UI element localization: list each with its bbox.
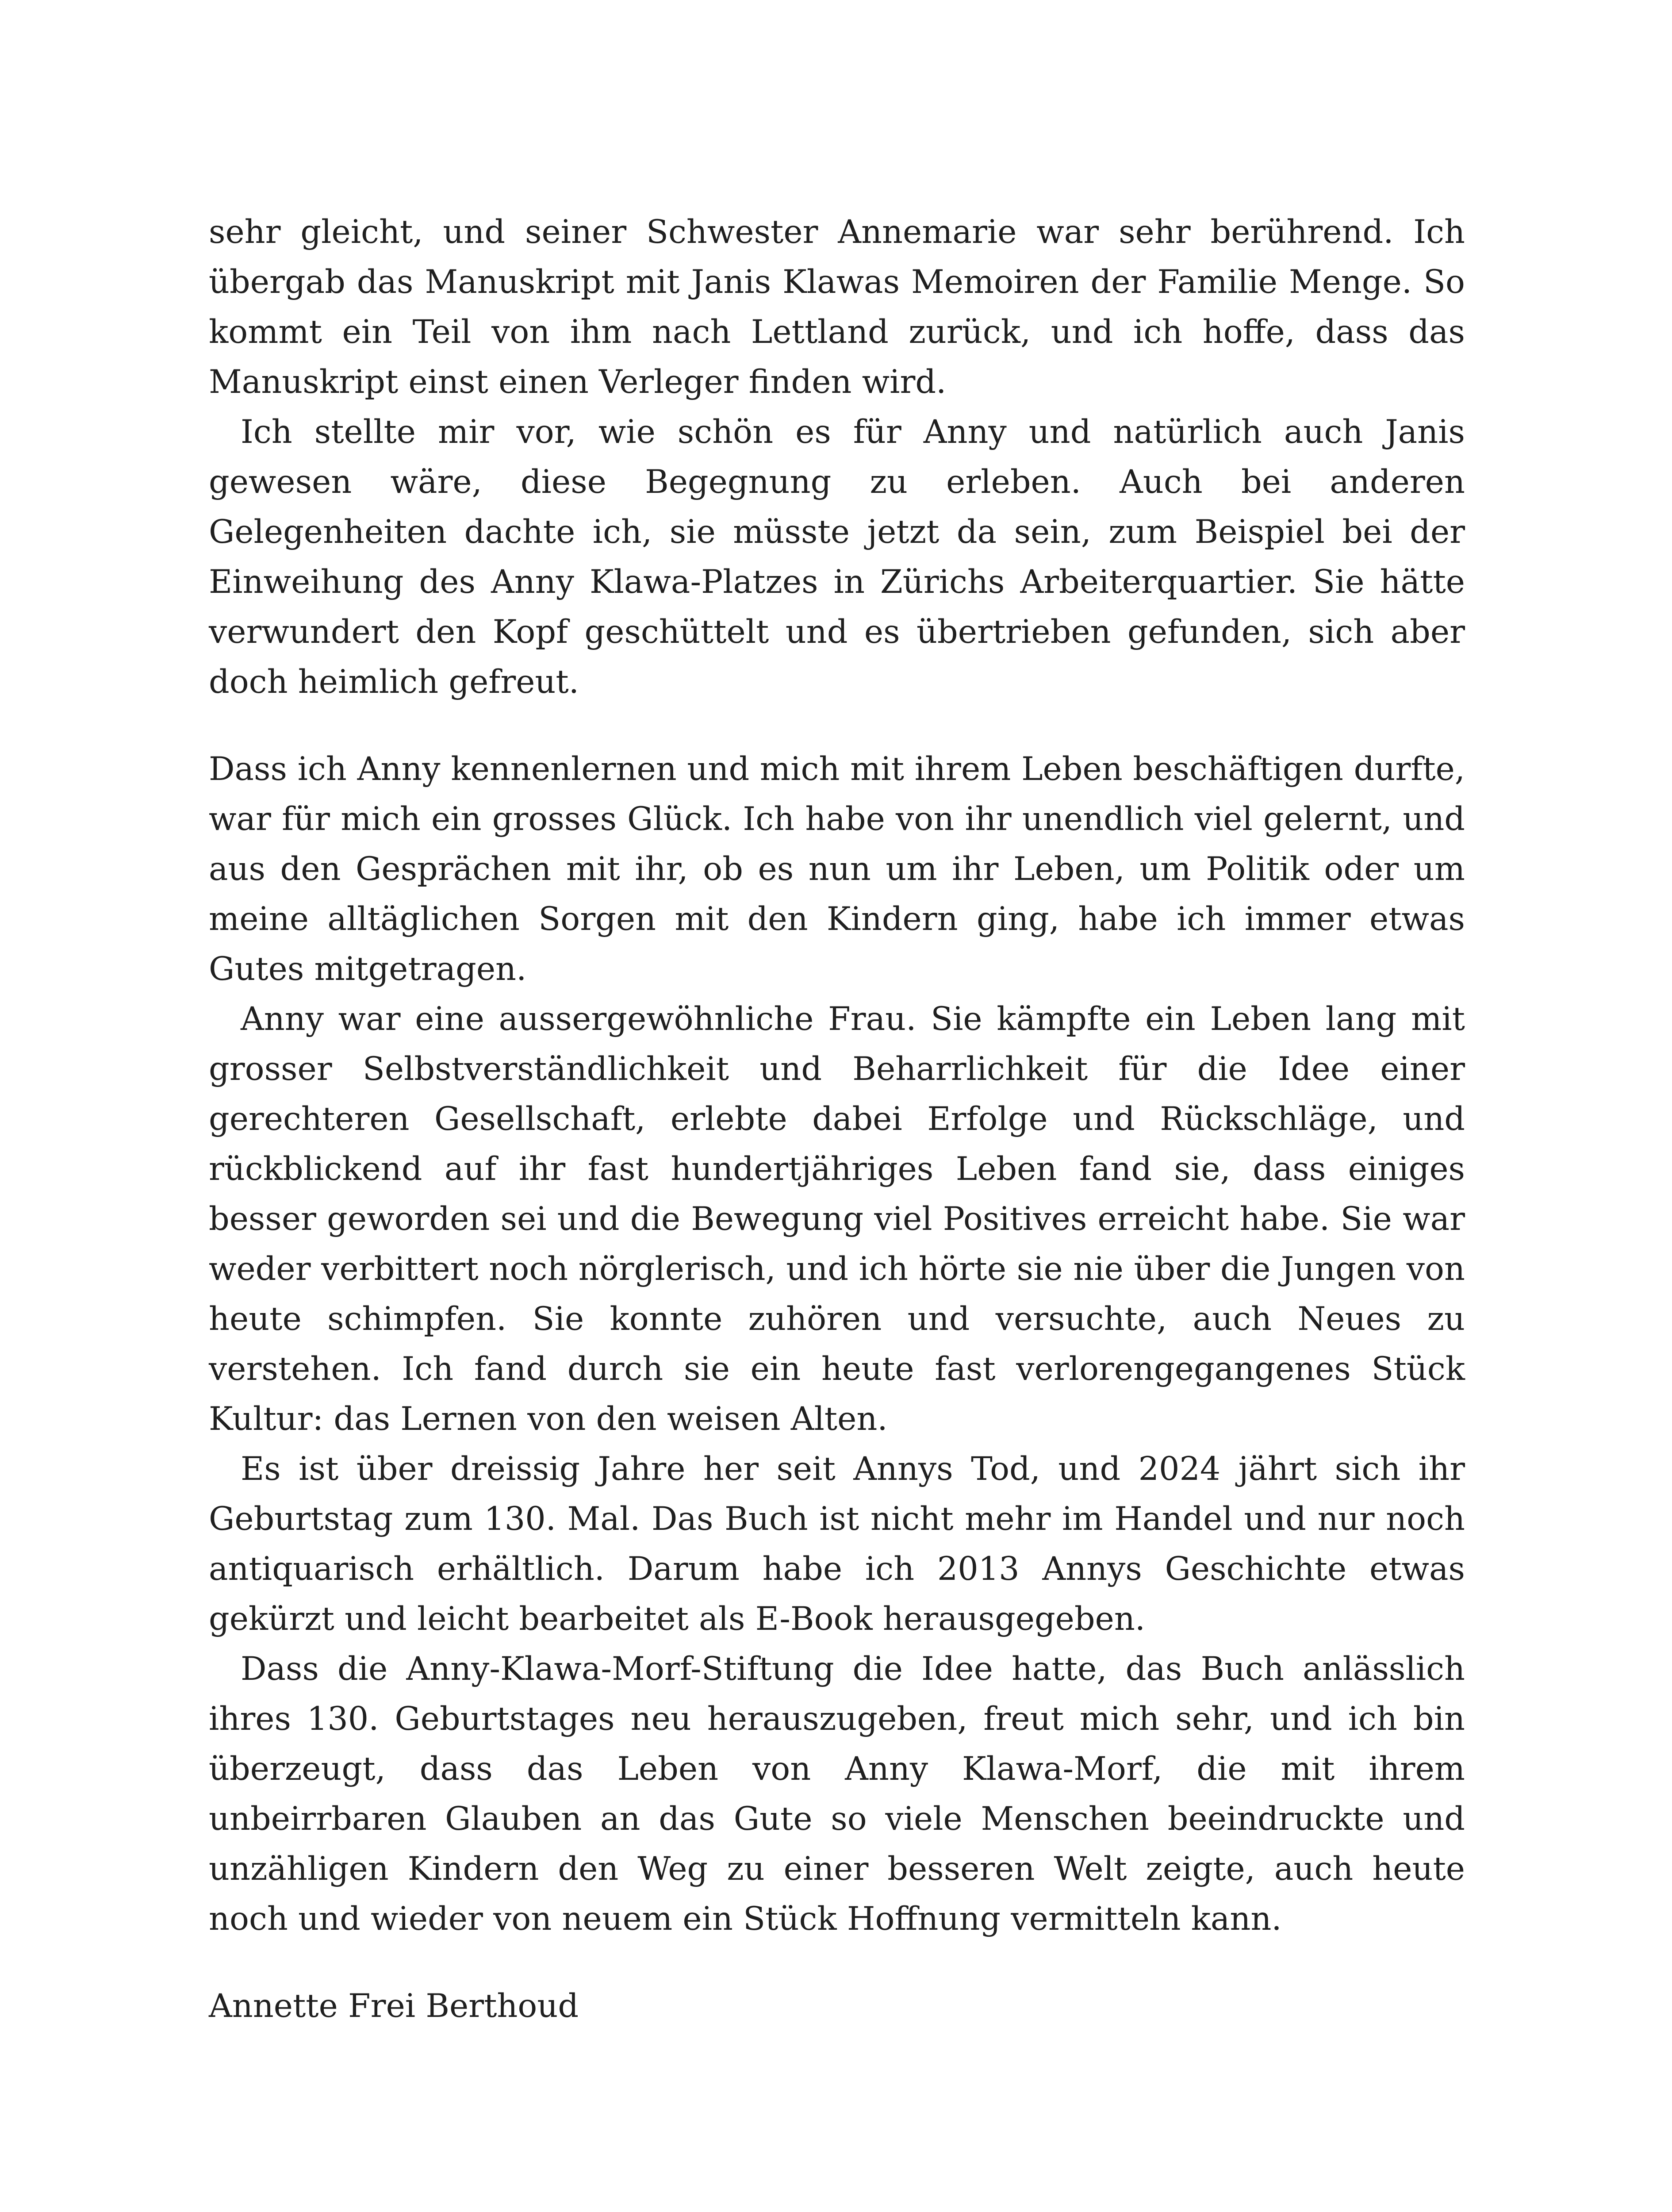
paragraph: Es ist über dreissig Jahre her seit Annys Tod, und 2024 jährt sich ihr Geburtstag zum 130. Mal. Das Buch ist nicht mehr im Handel und nur noch antiquarisch erhältlich. Darum habe ich 2013 Annys Geschichte etwas gekürzt und leicht bearbeitet als E-Book herausgegeben. [209,1450,1465,1638]
paragraph: Ich stellte mir vor, wie schön es für Anny und natürlich auch Janis gewesen wäre, diese Begegnung zu erleben. Auch bei anderen Gelegenheiten dachte ich, sie müsste jetzt da sein, zum Beispiel bei der Einweihung des Anny Klawa-Platzes in Zürichs Arbeiterquartier. Sie hätte verwundert den Kopf geschüttelt und es übertrieben gefunden, sich aber doch heimlich gefreut. [209,413,1465,701]
author-signature: Annette Frei Berthoud [209,1987,579,2025]
paragraph: Dass ich Anny kennenlernen und mich mit ihrem Leben beschäftigen durfte, war für mich ein grosses Glück. Ich habe von ihr unendlich viel gelernt, und aus den Gesprächen mit ihr, ob es nun um ihr Leben, um Politik oder um meine alltäglichen Sorgen mit den Kindern ging, habe ich immer etwas Gutes mitgetragen. [209,750,1465,988]
paragraph: Anny war eine aussergewöhnliche Frau. Sie kämpfte ein Leben lang mit grosser Selbstverständlichkeit und Beharrlichkeit für die Idee einer gerechteren Gesellschaft, erlebte dabei Erfolge und Rückschläge, und rückblickend auf ihr fast hundertjähriges Leben fand sie, dass einiges besser geworden sei und die Bewegung viel Positives erreicht habe. Sie war weder verbittert noch nörglerisch, und ich hörte sie nie über die Jungen von heute schimpfen. Sie konnte zuhören und versuchte, auch Neues zu verstehen. Ich fand durch sie ein heute fast verlorengegangenes Stück Kultur: das Lernen von den weisen Alten. [209,1000,1465,1438]
body-text [209,207,1465,2031]
paragraph: Dass die Anny-Klawa-Morf-Stiftung die Idee hatte, das Buch anlässlich ihres 130. Geburtstages neu herauszugeben, freut mich sehr, und ich bin überzeugt, dass das Leben von Anny Klawa-Morf, die mit ihrem unbeirrbaren Glauben an das Gute so viele Menschen beeindruckte und unzähligen Kindern den Weg zu einer besseren Welt zeigte, auch heute noch und wieder von neuem ein Stück Hoffnung vermitteln kann. [209,1650,1465,1938]
paragraph-continuation: sehr gleicht, und seiner Schwester Annemarie war sehr berührend. Ich übergab das Manuskript mit Janis Klawas Memoiren der Familie Menge. So kommt ein Teil von ihm nach Lettland zurück, und ich hoffe, dass das Manuskript einst einen Verleger finden wird. [209,213,1465,401]
